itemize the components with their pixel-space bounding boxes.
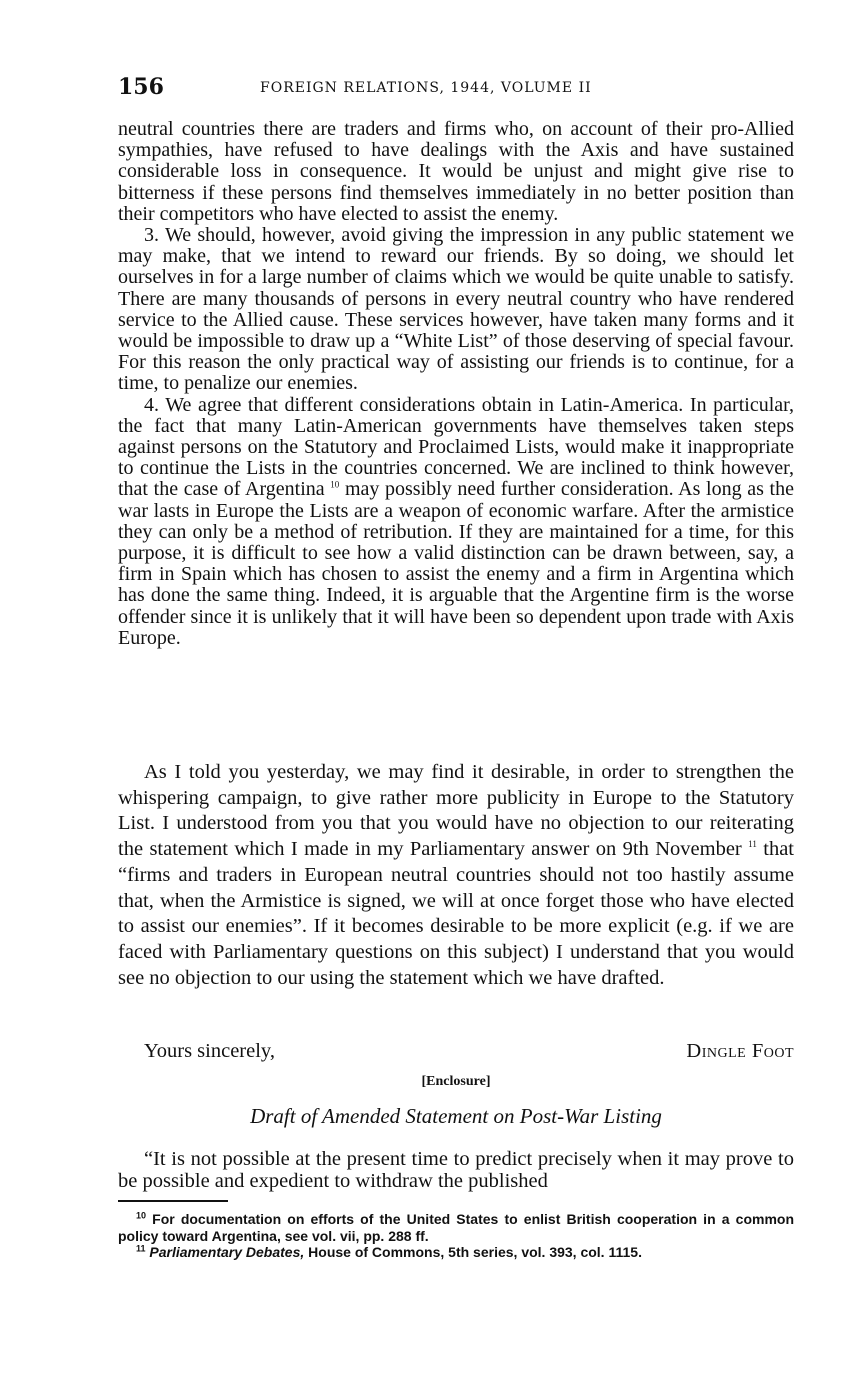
letter-body-continued — [118, 119, 794, 649]
footnote-italic-title: Parliamentary Debates, — [149, 1244, 305, 1260]
page-number: 156 — [118, 74, 164, 100]
paragraph-4-text-b: may possibly need further consideration. As long as the war lasts in Europe the Lists are a weapon of economic warfare. After the armistice they can only be a method of retribution. If they are maintained for a time, for this purpose, it is difficult to see how a valid distinction can be drawn between, say, a firm in Spain which has chosen to assist the enemy and a firm in Argentina which has done the same thing. Indeed, it is arguable that the Argentine firm is the worse offender since it is unlikely that it will have been so dependent upon trade with Axis Europe. — [118, 478, 794, 649]
running-head: FOREIGN RELATIONS, 1944, VOLUME II — [260, 80, 592, 96]
footnote-10 — [118, 1211, 794, 1244]
paragraph-main-text-a: As I told you yesterday, we may find it desirable, in order to strengthen the whispering campaign, to give rather more publicity in Europe to the Statutory List. I understood from you that you would have no objection to our reiterating the statement which I made in my Parliamentary answer on 9th November — [118, 761, 794, 861]
footnote-ref-11: 11 — [748, 839, 757, 850]
footnotes — [118, 1211, 794, 1261]
salutation: Yours sincerely, — [144, 1040, 275, 1062]
paragraph-main — [118, 760, 794, 991]
footnote-divider — [118, 1200, 228, 1202]
footnote-marker: 11 — [136, 1243, 146, 1254]
letter-main-paragraph — [118, 760, 794, 991]
footnote-ref-10: 10 — [330, 479, 340, 490]
draft-statement — [118, 1148, 794, 1192]
footnote-11 — [118, 1244, 794, 1261]
paragraph-main-text-b: that “firms and traders in European neutral countries should not too hastily assume that, when the Armistice is signed, we will at once forget those who have elected to assist our enemies”. If it becomes desirable to be more explicit (e.g. if we are faced with Parliamentary questions on this subject) I understand that you would see no objection to our using the statement which we have drafted. — [118, 838, 794, 989]
paragraph-continuation: neutral countries there are traders and firms who, on account of their pro-Allied sympathies, have refused to have dealings with the Axis and have sustained considerable loss in consequence. It would be unjust and might give rise to bitterness if these persons find themselves immediately in no better position than their competitors who have elected to assist the enemy. — [118, 118, 794, 225]
footnote-text: House of Commons, 5th series, vol. 393, col. 1115. — [308, 1244, 642, 1260]
signature: Dingle Foot — [686, 1040, 794, 1062]
page-header — [118, 74, 794, 104]
draft-title: Draft of Amended Statement on Post-War Listing — [250, 1104, 662, 1128]
enclosure-label: [Enclosure] — [421, 1074, 491, 1089]
paragraph-3: 3. We should, however, avoid giving the impression in any public statement we may make, that we intend to reward our friends. By so doing, we should let ourselves in for a large number of claims which we would be quite unable to satisfy. There are many thousands of persons in every neutral country who have rendered service to the Allied cause. These services however, have taken many forms and it would be impossible to draw up a “White List” of those deserving of special favour. For this reason the only practical way of assisting our friends is to continue, for a time, to penalize our enemies. — [118, 224, 794, 395]
paragraph-4 — [118, 395, 794, 649]
paragraph-4-text-a: 4. We agree that different considerations obtain in Latin-America. In particular, the fact that many Latin-American governments have themselves taken steps against persons on the Statutory and Proclaimed Lists, would make it inappropriate to continue the Lists in the countries concerned. We are inclined to think however, that the case of Argentina — [118, 393, 794, 501]
footnote-marker: 10 — [136, 1210, 147, 1221]
letter-closing — [118, 1040, 794, 1066]
draft-paragraph: “It is not possible at the present time to predict precisely when it may prove to be possible and expedient to withdraw the published — [118, 1148, 794, 1192]
footnote-text: For documentation on efforts of the United States to enlist British cooperation in a common policy toward Argentina, see vol. vii, pp. 288 ff. — [118, 1211, 794, 1244]
